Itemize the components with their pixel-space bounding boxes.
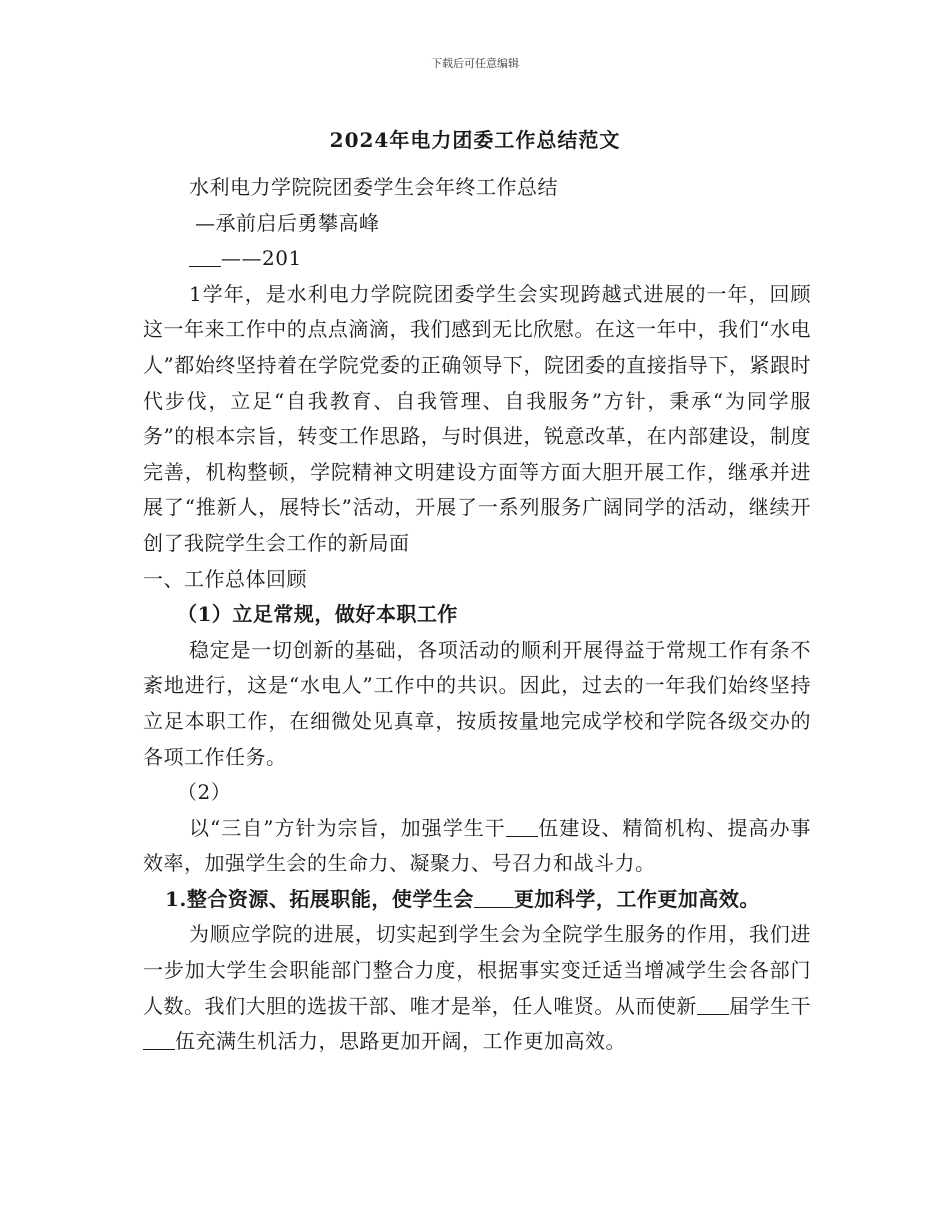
document-title: 2024年电力团委工作总结范文 bbox=[329, 128, 621, 152]
subtitle-motto: —承前启后勇攀高峰 bbox=[195, 210, 380, 235]
blank-underline bbox=[697, 994, 729, 1015]
heading-integrate-resources bbox=[143, 882, 811, 918]
subsection-heading-1: （1）立足常规，做好本职工作 bbox=[177, 602, 458, 627]
section-heading: 一、工作总体回顾 bbox=[143, 566, 307, 591]
document-body bbox=[143, 170, 811, 1060]
para4-part-b: 届学生干 bbox=[728, 993, 812, 1018]
header-note: 下载后可任意编辑 bbox=[431, 57, 519, 70]
subtitle-line: 水利电力学院院团委学生会年终工作总结 bbox=[189, 175, 558, 199]
para3-part-a: 以“三自”方针为宗旨，加强学生干 bbox=[189, 815, 506, 840]
blank-underline bbox=[506, 816, 538, 837]
paragraph-restructure bbox=[143, 917, 811, 1059]
blank-underline bbox=[189, 246, 221, 267]
dateline-text: ——201 bbox=[221, 246, 302, 271]
blank-underline bbox=[474, 887, 514, 908]
heading3-part-a: 1.整合资源、拓展职能，使学生会 bbox=[165, 886, 474, 911]
paragraph-three-self bbox=[143, 811, 811, 882]
para4-part-c: 伍充满生机活力，思路更加开阔，工作更加高效。 bbox=[175, 1029, 626, 1054]
heading3-part-b: 更加科学，工作更加高效。 bbox=[513, 886, 760, 911]
blank-underline bbox=[143, 1029, 175, 1050]
paragraph-routine-work: 稳定是一切创新的基础，各项活动的顺利开展得益于常规工作有条不紊地进行，这是“水电人”工作中的共识。因此，过去的一年我们始终坚持立足本职工作，在细微处见真章，按质按量地完成学校和学院各级交办的各项工作任务。 bbox=[143, 637, 811, 769]
paragraph-intro: 1学年，是水利电力学院院团委学生会实现跨越式进展的一年，回顾这一年来工作中的点点滴滴，我们感到无比欣慰。在这一年中，我们“水电人”都始终坚持着在学院党委的正确领导下，院团委的直接指导下，紧跟时代步伐，立足“自我教育、自我管理、自我服务”方针，秉承“为同学服务”的根本宗旨，转变工作思路，与时俱进，锐意改革，在内部建设，制度完善，机构整顿，学院精神文明建设方面等方面大胆开展工作，继承并进展了“推新人，展特长”活动，开展了一系列服务广阔同学的活动，继续开创了我院学生会工作的新局面 bbox=[143, 281, 811, 555]
para4-part-a: 为顺应学院的进展，切实起到学生会为全院学生服务的作用，我们进一步加大学生会职能部门整合力度，根据事实变迁适当增减学生会各部门人数。我们大胆的选拔干部、唯才是举，任人唯贤。从而使新 bbox=[143, 922, 811, 1018]
subsection-heading-2: （2） bbox=[177, 780, 232, 805]
dateline bbox=[143, 241, 811, 277]
para3-part-b: 伍建设、精简机构、提高办事效率，加强学生会的生命力、凝聚力、号召力和战斗力。 bbox=[143, 815, 812, 876]
